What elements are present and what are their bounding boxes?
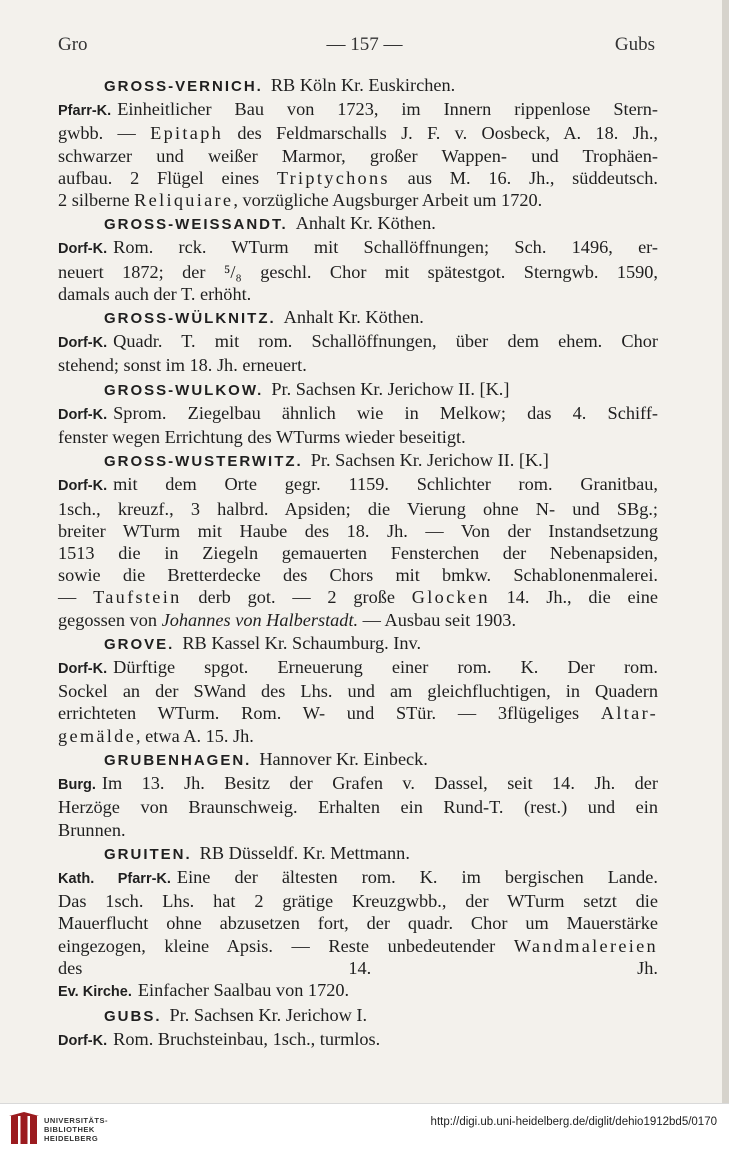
text-line xyxy=(58,520,658,542)
gazetteer-entry xyxy=(58,748,658,841)
place-name: GROSS-WULKOW. xyxy=(104,381,264,399)
line-text: 1sch., kreuzf., 3 halbrd. Apsiden; die Vierung ohne N- und SBg.; xyxy=(58,498,658,519)
digitization-footer xyxy=(0,1103,729,1159)
place-name: GROSS-WUSTERWITZ. xyxy=(104,453,303,471)
line-text: , etwa A. 15. Jh. xyxy=(136,725,254,746)
place-name: GROSS-WEISSANDT. xyxy=(104,216,288,234)
line-text: neuert 1872; der ⁵/₈ geschl. Chor mit spätestgot. Sterngwb. 1590, xyxy=(58,261,658,282)
entry-heading xyxy=(58,212,658,236)
line-text: Eine der ältesten rom. K. im bergischen Lande. xyxy=(176,866,658,887)
spaced-emphasis: Triptychons xyxy=(276,167,390,188)
entry-heading xyxy=(58,842,658,866)
building-type-label: Dorf-K. xyxy=(58,406,108,423)
line-text: Rom. rck. WTurm mit Schallöffnungen; Sch. 1496, er- xyxy=(113,237,658,258)
line-text: Sockel an der SWand des Lhs. und am gleichfluchtigen, in Quadern xyxy=(58,681,658,702)
page-edge xyxy=(722,0,729,1158)
place-district: Pr. Sachsen Kr. Jerichow II. [K.] xyxy=(310,450,549,471)
spaced-emphasis: gemälde xyxy=(58,725,137,746)
entry-heading xyxy=(58,74,658,98)
spaced-emphasis: Altar- xyxy=(600,703,658,724)
gazetteer-entry xyxy=(58,449,658,631)
line-text: aufbau. 2 Flügel eines xyxy=(58,167,277,188)
university-library-logo xyxy=(9,1112,39,1148)
spaced-emphasis: Taufstein xyxy=(93,587,182,608)
line-text: Im 13. Jh. Besitz der Grafen v. Dassel, seit 14. Jh. der xyxy=(101,773,658,794)
place-name: GROVE. xyxy=(104,635,175,653)
building-type-label: Dorf-K. xyxy=(58,478,108,495)
place-district: Anhalt Kr. Köthen. xyxy=(295,213,436,234)
gazetteer-entry xyxy=(58,212,658,305)
running-head-right: Gubs xyxy=(614,34,655,55)
line-text: 1513 die in Ziegeln gemauerten Fensterchen der Nebenapsiden, xyxy=(58,543,658,564)
library-name-line: BIBLIOTHEK xyxy=(44,1125,95,1134)
text-line xyxy=(58,564,658,586)
line-text: gegossen von xyxy=(58,609,162,630)
gazetteer-entry xyxy=(58,378,658,449)
place-district: Anhalt Kr. Köthen. xyxy=(283,307,424,328)
text-line xyxy=(58,236,658,260)
gazetteer-entry xyxy=(58,842,658,1003)
text-line xyxy=(58,680,658,702)
line-text: — xyxy=(58,587,94,608)
text-line xyxy=(58,167,658,189)
entry-heading xyxy=(58,378,658,402)
line-text: sowie die Bretterdecke des Chors mit bmkw. Schablonenmalerei. xyxy=(58,565,658,586)
library-name-line: HEIDELBERG xyxy=(44,1134,99,1143)
line-text: schwarzer und weißer Marmor, großer Wappen- und Trophäen- xyxy=(58,145,658,166)
line-text: mit dem Orte gegr. 1159. Schlichter rom. Granitbau, xyxy=(113,474,658,495)
place-district: RB Kassel Kr. Schaumburg. Inv. xyxy=(182,632,422,653)
spaced-emphasis: Glocken xyxy=(411,587,490,608)
line-text: damals auch der T. erhöht. xyxy=(58,283,252,304)
running-head-left: Gro xyxy=(58,34,88,55)
line-text: Einfacher Saalbau von 1720. xyxy=(137,979,350,1000)
place-district: RB Köln Kr. Euskirchen. xyxy=(270,75,456,95)
line-text: Sprom. Ziegelbau ähnlich wie in Melkow; das 4. Schiff- xyxy=(113,402,658,423)
entry-heading xyxy=(58,748,658,772)
text-line xyxy=(58,979,658,1003)
line-text: breiter WTurm mit Haube des 18. Jh. — Von der Instandsetzung xyxy=(58,520,658,541)
library-name-line: UNIVERSITÄTS- xyxy=(44,1116,109,1125)
text-line xyxy=(58,98,658,122)
text-line xyxy=(58,1028,658,1052)
line-text: derb got. — 2 große xyxy=(181,587,412,608)
building-type-label: Dorf-K. xyxy=(58,241,108,258)
text-line xyxy=(58,957,658,979)
line-text: fenster wegen Errichtung des WTurms wieder beseitigt. xyxy=(58,427,466,448)
text-line xyxy=(58,145,658,167)
place-district: Hannover Kr. Einbeck. xyxy=(259,748,428,769)
line-text: Einheitlicher Bau von 1723, im Innern rippenlose Stern- xyxy=(117,99,658,120)
text-line xyxy=(58,542,658,564)
line-text: aus M. 16. Jh., süddeutsch. xyxy=(389,167,658,188)
building-type-label: Ev. Kirche. xyxy=(58,983,132,1000)
line-text: des Feldmarschalls J. F. v. Oosbeck, A. 18. Jh., xyxy=(223,123,658,144)
line-text: Dürftige spgot. Erneuerung einer rom. K. Der rom. xyxy=(113,657,658,678)
text-line xyxy=(58,725,658,747)
building-type-label: Dorf-K. xyxy=(58,1033,108,1050)
text-line xyxy=(58,122,658,144)
building-type-label: Burg. xyxy=(58,777,96,794)
place-district: RB Düsseldf. Kr. Mettmann. xyxy=(199,842,410,863)
line-text: des 14. Jh. xyxy=(58,957,658,978)
text-line xyxy=(58,426,658,448)
place-name: GROSS-WÜLKNITZ. xyxy=(104,310,276,328)
entries-body xyxy=(58,73,658,1053)
line-text: — Ausbau seit 1903. xyxy=(358,609,517,630)
text-line xyxy=(58,330,658,354)
line-text: Brunnen. xyxy=(58,819,126,840)
line-text: gwbb. — xyxy=(58,123,151,144)
text-line xyxy=(58,189,658,211)
line-text: Quadr. T. mit rom. Schallöffnungen, über dem ehem. Chor xyxy=(113,331,658,352)
building-type-label: Dorf-K. xyxy=(58,661,108,678)
text-line xyxy=(58,796,658,818)
text-line xyxy=(58,866,658,890)
library-name xyxy=(44,1116,108,1143)
text-line xyxy=(58,498,658,520)
entry-heading xyxy=(58,1004,658,1028)
text-line xyxy=(58,772,658,796)
building-type-label: Kath. Pfarr-K. xyxy=(58,870,171,887)
page-number: — 157 — xyxy=(326,34,403,55)
building-type-label: Pfarr-K. xyxy=(58,103,112,120)
text-line xyxy=(58,912,658,934)
place-district: Pr. Sachsen Kr. Jerichow II. [K.] xyxy=(271,378,510,399)
text-line xyxy=(58,656,658,680)
place-name: GRUITEN. xyxy=(104,845,192,863)
text-line xyxy=(58,354,658,376)
text-line xyxy=(58,283,658,305)
spaced-emphasis: Wandmalereien xyxy=(513,935,658,956)
text-line xyxy=(58,702,658,724)
italic-name: Johannes von Halberstadt. xyxy=(161,609,359,630)
line-text: Mauerflucht ohne abzusetzen fort, der quadr. Chor um Mauerstärke xyxy=(58,913,658,934)
line-text: 2 silberne xyxy=(58,190,135,211)
gazetteer-entry xyxy=(58,1004,658,1052)
line-text: eingezogen, kleine Apsis. — Reste unbedeutender xyxy=(58,935,514,956)
line-text: stehend; sonst im 18. Jh. erneuert. xyxy=(58,355,307,376)
line-text: , vorzügliche Augsburger Arbeit um 1720. xyxy=(233,190,543,211)
place-name: GUBS. xyxy=(104,1008,162,1026)
text-line xyxy=(58,402,658,426)
line-text: 14. Jh., die eine xyxy=(489,587,658,608)
line-text: errichteten WTurm. Rom. W- und STür. — 3flügeliges xyxy=(58,703,601,724)
spaced-emphasis: Epitaph xyxy=(150,123,224,144)
line-text: Rom. Bruchsteinbau, 1sch., turmlos. xyxy=(113,1029,381,1050)
gazetteer-entry xyxy=(58,632,658,747)
text-line xyxy=(58,890,658,912)
gazetteer-entry xyxy=(58,306,658,377)
source-url-link[interactable]: http://digi.ub.uni-heidelberg.de/diglit/dehio1912bd5/0170 xyxy=(430,1116,717,1128)
line-text: Das 1sch. Lhs. hat 2 grätige Kreuzgwbb., der WTurm setzt die xyxy=(58,891,658,912)
entry-heading xyxy=(58,632,658,656)
text-line xyxy=(58,935,658,957)
building-type-label: Dorf-K. xyxy=(58,335,108,352)
text-line xyxy=(58,609,658,631)
gazetteer-entry xyxy=(58,74,658,211)
place-district: Pr. Sachsen Kr. Jerichow I. xyxy=(169,1005,368,1026)
entry-heading xyxy=(58,306,658,330)
entry-heading xyxy=(58,449,658,473)
text-line xyxy=(58,261,658,283)
text-line xyxy=(58,473,658,497)
line-text: Herzöge von Braunschweig. Erhalten ein Rund-T. (rest.) und ein xyxy=(58,797,658,818)
text-line xyxy=(58,586,658,608)
place-name: GROSS-VERNICH. xyxy=(104,78,263,95)
spaced-emphasis: Reliquiare xyxy=(134,190,234,211)
place-name: GRUBENHAGEN. xyxy=(104,751,252,769)
text-line xyxy=(58,819,658,841)
